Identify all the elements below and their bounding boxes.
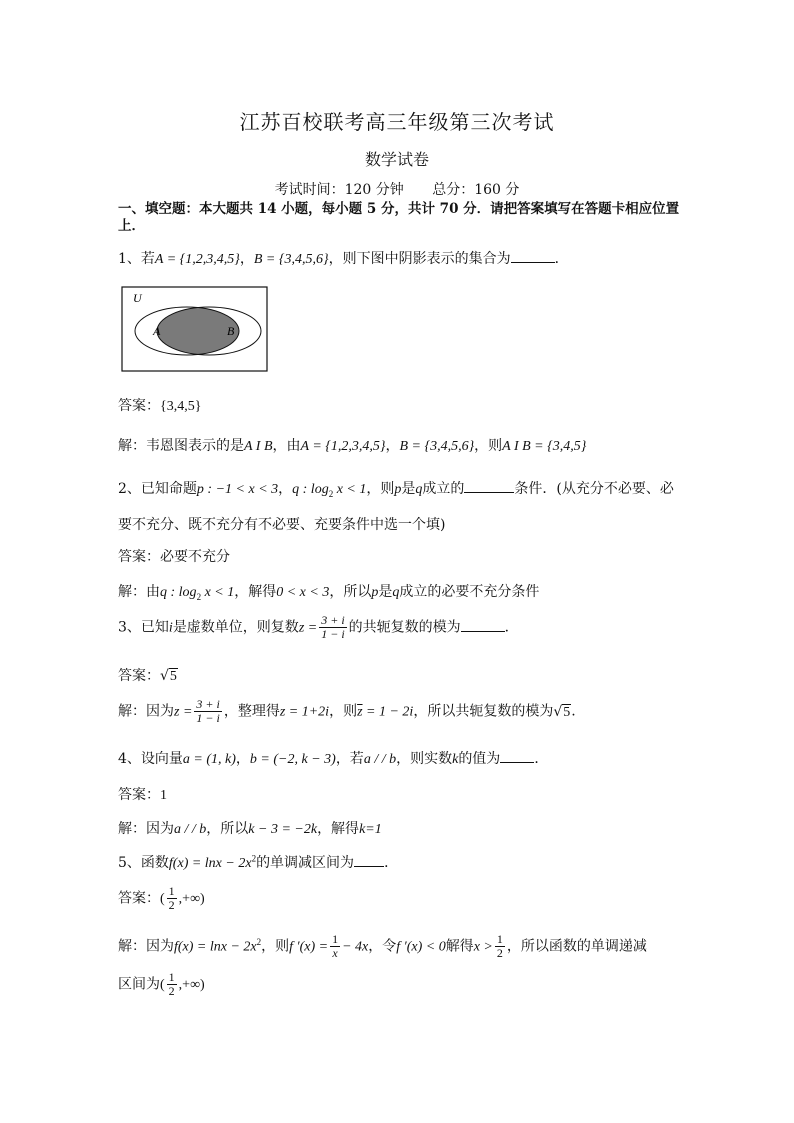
fraction: $\frac{3 + i}{1 - i}$: [321, 613, 345, 641]
answer-blank: [461, 619, 505, 632]
answer-1: 答案：{3,4,5}: [118, 398, 202, 414]
answer-blank: [500, 750, 534, 763]
solution-3: 解：因为z = $\frac{3 + i}{1 - i}$ ，整理得z = 1+2i，则$\overline{z} = 1 - 2i$，所以共轭复数的模为√5.: [118, 697, 576, 725]
fraction: $\frac{1}{x}$: [332, 932, 339, 960]
solution-5-line-2: 区间为( $\frac{1}{2}$ ,+∞): [118, 970, 205, 998]
answer-blank: [354, 854, 384, 867]
fraction: $\frac{1}{2}$: [168, 970, 175, 998]
question-2: 2、已知命题p : −1 < x < 3，q : $\log_2 x < 1$，则p是q成立的 条件．(从充分不必要、必: [118, 481, 674, 499]
answer-3: 答案：√5: [118, 668, 177, 684]
question-2-line-2: 要不充分、既不充分有不必要、充要条件中选一个填): [118, 517, 446, 533]
venn-diagram: [121, 286, 269, 372]
answer-2: 答案：必要不充分: [118, 549, 230, 565]
question-3: 3、已知i是虚数单位，则复数z = $\frac{3 + i}{1 - i}$ 的共轭复数的模为 ．: [118, 613, 519, 641]
sqrt-expr: √5: [160, 668, 177, 684]
answer-blank: [511, 250, 555, 263]
exam-meta: [0, 179, 794, 199]
label-a: A: [153, 324, 161, 338]
answer-5: 答案：( $\frac{1}{2}$ ,+∞): [118, 884, 205, 912]
solution-4: 解：因为a / / b，所以k − 3 = −2k，解得k=1: [118, 821, 382, 837]
exam-time: 考试时间：120 分钟: [274, 182, 404, 198]
question-5: 5、函数$f(x) = \ln x - 2x^2$的单调减区间为 ．: [118, 853, 399, 871]
fraction: $\frac{1}{2}$: [496, 932, 503, 960]
solution-2: 解：由q : $\log_2 x < 1$，解得0 < x < 3，所以p是q成立的必要不充分条件: [118, 584, 540, 602]
fraction: $\frac{3 + i}{1 - i}$: [196, 697, 220, 725]
solution-5: 解：因为$f(x) = \ln x - 2x^2$，则f ′(x) = $\frac{1}{x}$ − 4x，令f ′(x) < 0解得x > $\frac{1}{2}$ ，所以函数的单调递减: [118, 932, 647, 960]
page-title: 江苏百校联考高三年级第三次考试: [239, 110, 555, 134]
question-1: 1、若A = {1,2,3,4,5}，B = {3,4,5,6}，则下图中阴影表示的集合为 ．: [118, 251, 569, 267]
section-heading: 一、填空题：本大题共 14 小题，每小题 5 分，共计 70 分．请把答案填写在答题卡相应位置上．: [118, 201, 680, 234]
question-4: 4、设向量a = (1, k)，b = (−2, k − 3)，若a / / b，则实数k的值为 ．: [118, 751, 549, 767]
sqrt-expr: √5: [553, 703, 571, 720]
fraction: $\frac{1}{2}$: [168, 884, 175, 912]
page-subtitle: 数学试卷: [364, 150, 429, 169]
exam-score: 总分：160 分: [432, 182, 520, 198]
label-u: U: [133, 291, 142, 305]
solution-1: 解：韦恩图表示的是A I B，由A = {1,2,3,4,5}，B = {3,4,5,6}，则A I B = {3,4,5}: [118, 438, 587, 454]
answer-blank: [464, 480, 514, 493]
label-b: B: [227, 324, 235, 338]
answer-4: 答案：1: [118, 787, 167, 803]
